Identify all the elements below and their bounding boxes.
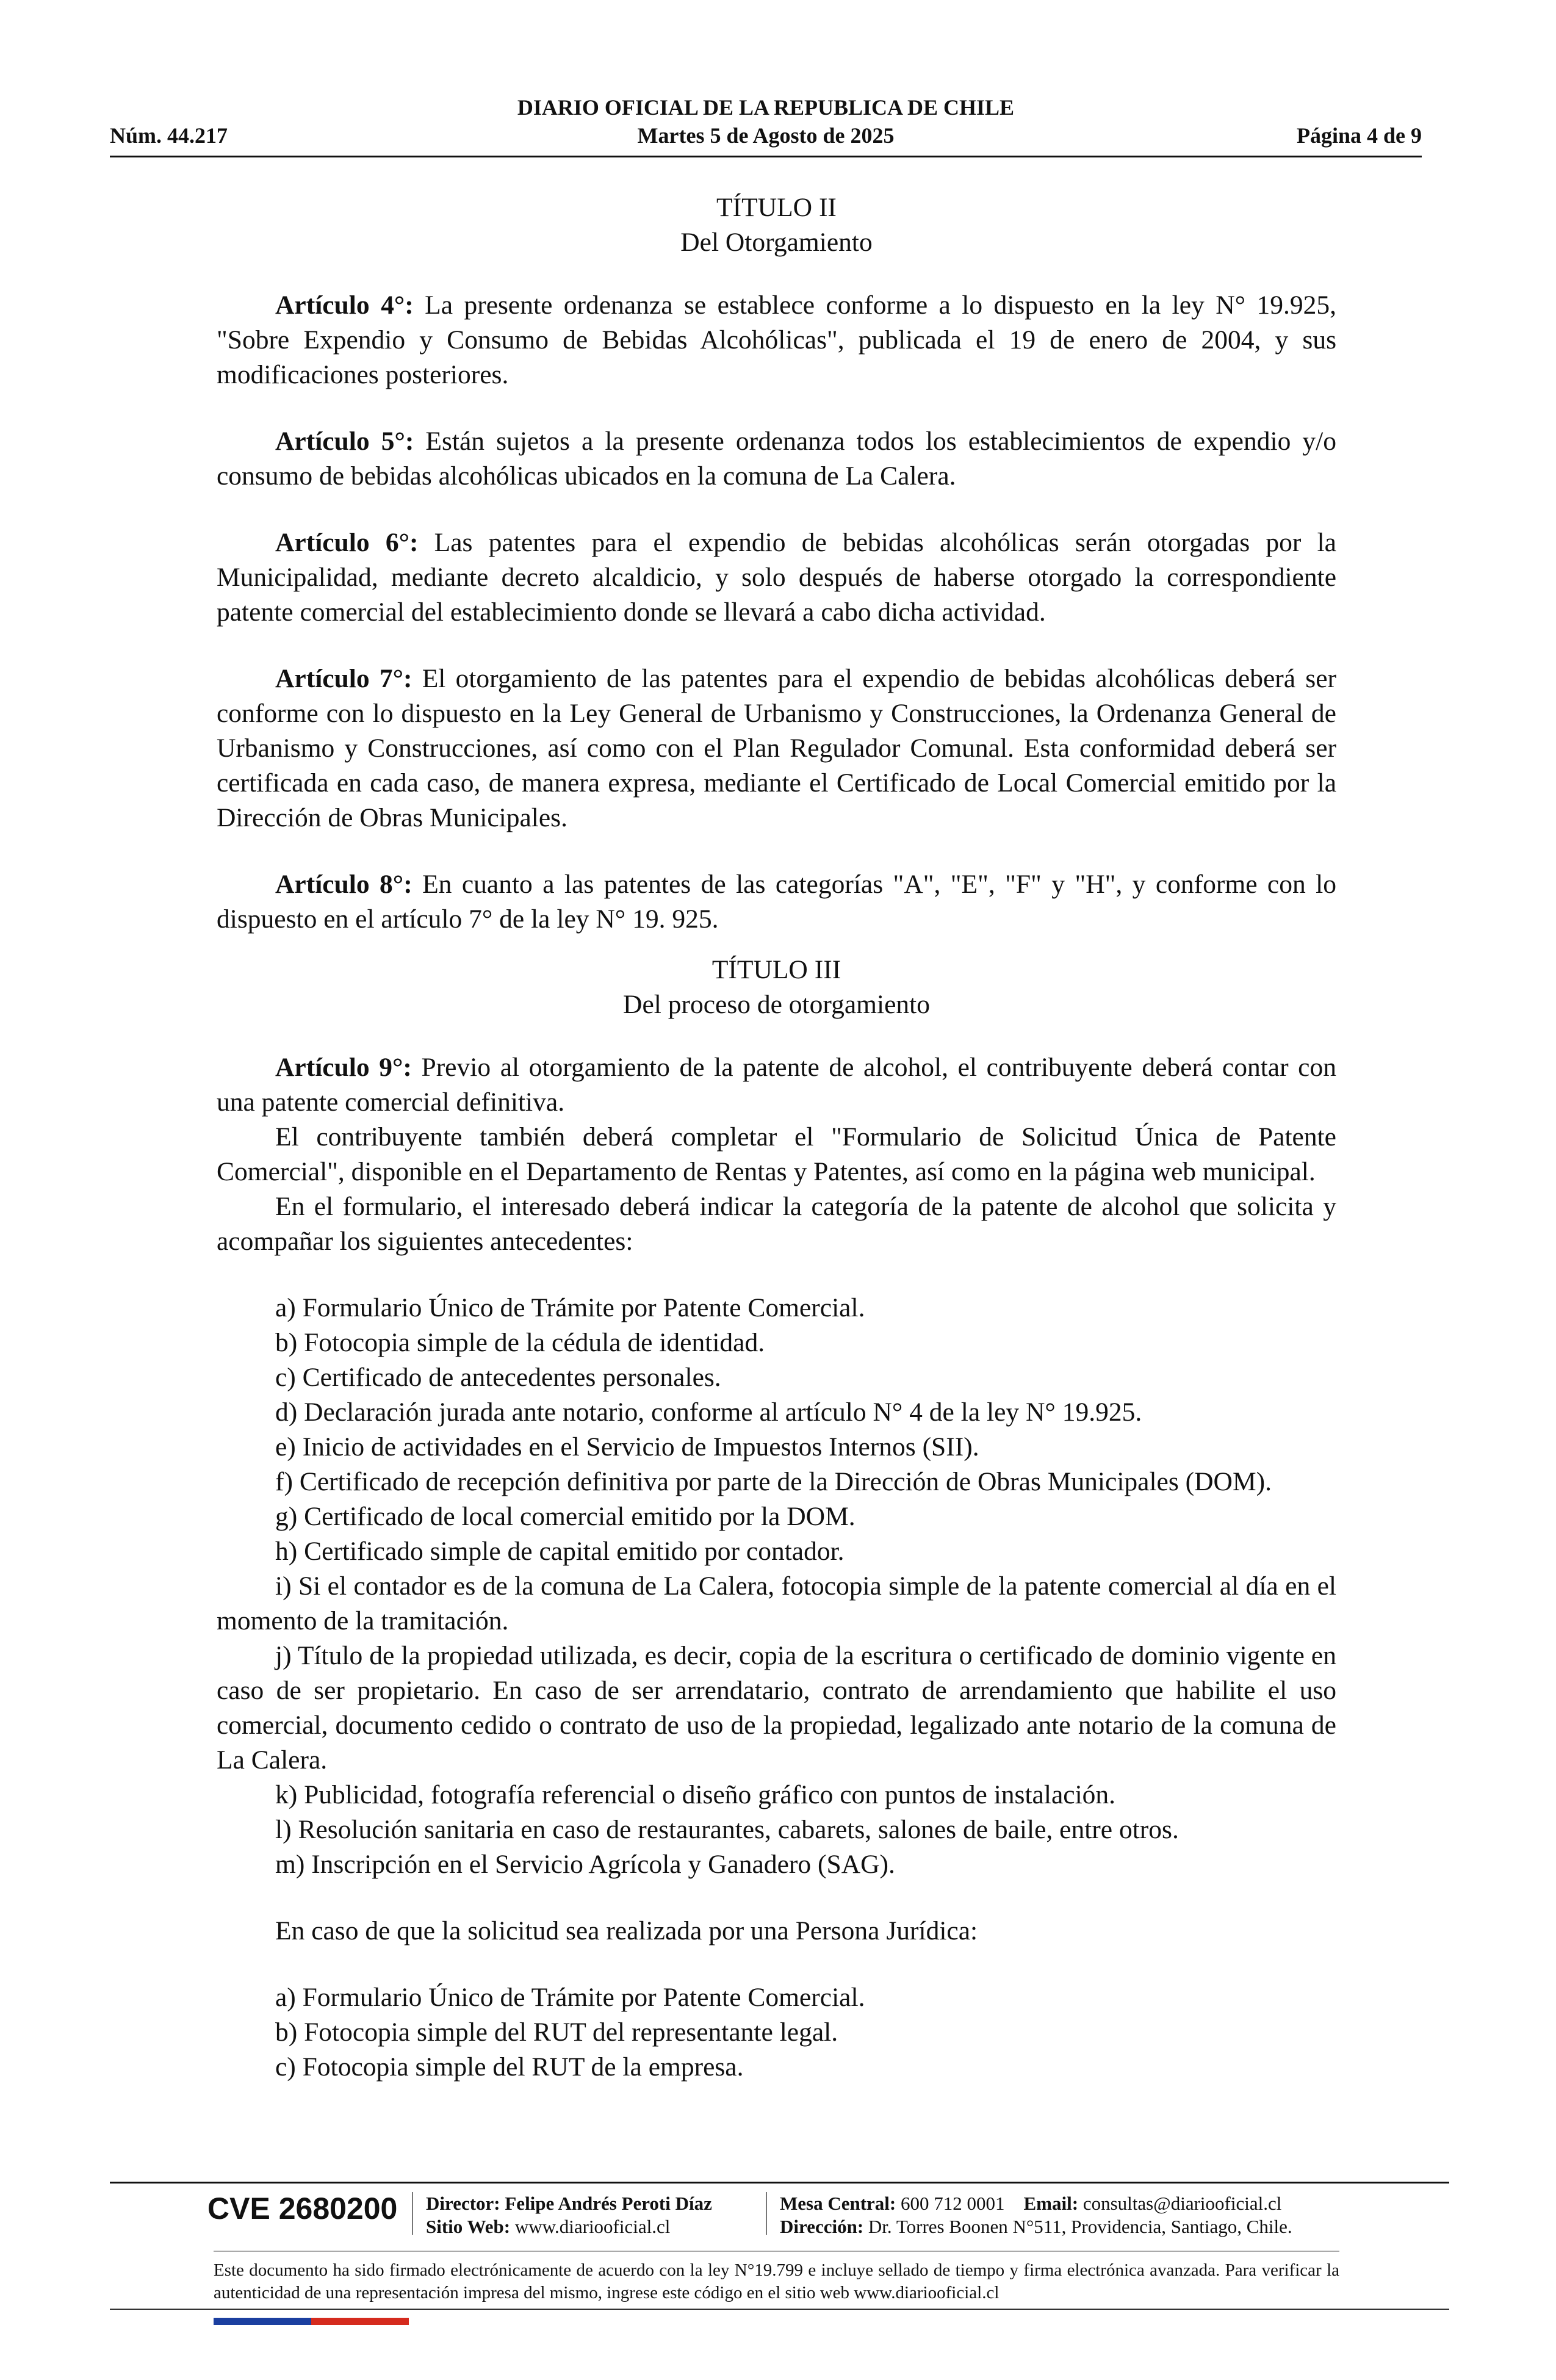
header-divider xyxy=(110,156,1422,157)
publication-title: DIARIO OFICIAL DE LA REPUBLICA DE CHILE xyxy=(517,95,1015,120)
article-9 xyxy=(217,1050,1336,1120)
article-4 xyxy=(217,288,1336,392)
article-7-text: El otorgamiento de las patentes para el expendio de bebidas alcohólicas deberá ser conforme con lo dispuesto en la Ley General de Urbanismo y Construcciones, la Ordenanza General de Urbanismo y Construcciones, así como con el Plan Regulador Comunal. Esta conformidad deberá ser certificada en cada caso, de manera expresa, mediante el Certificado de Local Comercial emitido por la Dirección de Obras Municipales. xyxy=(217,664,1336,832)
flag-stripe-blue xyxy=(214,2318,311,2325)
article-9-label: Artículo 9°: xyxy=(275,1053,412,1082)
flag-stripe-red xyxy=(311,2318,409,2325)
article-4-label: Artículo 4°: xyxy=(275,290,414,320)
legal-notice: Este documento ha sido firmado electrónicamente de acuerdo con la ley N°19.799 e incluye sellado de tiempo y firma electrónica avanzada. Para verificar la autenticidad de una representación impresa del mismo, ingrese este código en el sitio web www.diariooficial.cl xyxy=(214,2260,1339,2302)
list-item: e) Inicio de actividades en el Servicio de Impuestos Internos (SII). xyxy=(275,1432,979,1462)
list-item: b) Fotocopia simple del RUT del representante legal. xyxy=(275,2018,838,2047)
list-item: c) Fotocopia simple del RUT de la empresa. xyxy=(275,2052,744,2082)
article-5 xyxy=(217,424,1336,494)
article-9-paragraph-2: El contribuyente también deberá completar el "Formulario de Solicitud Única de Patente Comercial", disponible en el Departamento de Rentas y Patentes, así como en la página web municipal. xyxy=(217,1122,1336,1186)
email-label: Email: xyxy=(1023,2193,1079,2214)
article-8 xyxy=(217,867,1336,937)
list-item: c) Certificado de antecedentes personales. xyxy=(275,1363,721,1392)
article-8-label: Artículo 8°: xyxy=(275,870,412,899)
issue-date: Martes 5 de Agosto de 2025 xyxy=(637,123,895,148)
article-5-label: Artículo 5°: xyxy=(275,427,414,456)
list-item: a) Formulario Único de Trámite por Patente Comercial. xyxy=(275,1983,865,2012)
article-8-text: En cuanto a las patentes de las categorías "A", "E", "F" y "H", y conforme con lo dispuesto en el artículo 7° de la ley N° 19. 925. xyxy=(217,870,1336,934)
list-item: j) Título de la propiedad utilizada, es decir, copia de la escritura o certificado de dominio vigente en caso de ser propietario. En caso de ser arrendatario, contrato de arrendamiento que habilite el uso comercial, documento cedido o contrato de uso de la propiedad, legalizado ante notario de la comuna de La Calera. xyxy=(217,1641,1336,1775)
page-header xyxy=(110,95,1422,162)
article-9-text: Previo al otorgamiento de la patente de alcohol, el contribuyente deberá contar con una patente comercial definitiva. xyxy=(217,1053,1336,1117)
address-text: Dr. Torres Boonen N°511, Providencia, Santiago, Chile. xyxy=(863,2216,1292,2237)
footer-thin-divider xyxy=(214,2251,1339,2252)
list-item: d) Declaración jurada ante notario, conforme al artículo N° 4 de la ley N° 19.925. xyxy=(275,1397,1142,1427)
article-4-text: La presente ordenanza se establece conforme a lo dispuesto en la ley N° 19.925, "Sobre Expendio y Consumo de Bebidas Alcohólicas", publicada el 19 de enero de 2004, y sus modificaciones posteriores. xyxy=(217,290,1336,389)
list-item: h) Certificado simple de capital emitido por contador. xyxy=(275,1537,845,1566)
title-ii-heading: TÍTULO II xyxy=(716,193,837,222)
article-5-text: Están sujetos a la presente ordenanza todos los establecimientos de expendio y/o consumo de bebidas alcohólicas ubicados en la comuna de La Calera. xyxy=(217,427,1336,491)
list-item: a) Formulario Único de Trámite por Patente Comercial. xyxy=(275,1293,865,1322)
footer-divider xyxy=(110,2182,1449,2183)
article-9-paragraph-3: En el formulario, el interesado deberá indicar la categoría de la patente de alcohol que solicita y acompañar los siguientes antecedentes: xyxy=(217,1192,1336,1256)
article-7-label: Artículo 7°: xyxy=(275,664,412,693)
website-label: Sitio Web: xyxy=(426,2216,511,2237)
article-7 xyxy=(217,662,1336,835)
footer-director-block xyxy=(426,2192,712,2238)
footer-separator xyxy=(412,2192,413,2235)
list-item: i) Si el contador es de la comuna de La Calera, fotocopia simple de la patente comercial al día en el momento de la tramitación. xyxy=(217,1571,1336,1635)
article-6-text: Las patentes para el expendio de bebidas alcohólicas serán otorgadas por la Municipalidad, mediante decreto alcaldicio, y solo después de haberse otorgado la correspondiente patente comercial del establecimiento donde se llevará a cabo dicha actividad. xyxy=(217,528,1336,627)
website-link[interactable]: www.diariooficial.cl xyxy=(510,2216,671,2237)
list-item: b) Fotocopia simple de la cédula de identidad. xyxy=(275,1328,765,1357)
article-6-label: Artículo 6°: xyxy=(275,528,419,557)
title-ii-subheading: Del Otorgamiento xyxy=(680,228,873,257)
footer-separator xyxy=(766,2192,767,2235)
title-iii-subheading: Del proceso de otorgamiento xyxy=(623,990,930,1019)
issue-number: Núm. 44.217 xyxy=(110,123,228,148)
mesa-label: Mesa Central: xyxy=(780,2193,896,2214)
document-body xyxy=(217,190,1336,2085)
director-name: Felipe Andrés Peroti Díaz xyxy=(500,2193,712,2214)
juridica-intro: En caso de que la solicitud sea realizada por una Persona Jurídica: xyxy=(275,1916,978,1945)
list-item: m) Inscripción en el Servicio Agrícola y Ganadero (SAG). xyxy=(275,1850,895,1879)
director-label: Director: xyxy=(426,2193,500,2214)
footer-bottom-divider xyxy=(110,2309,1449,2310)
page-number: Página 4 de 9 xyxy=(1296,123,1422,148)
title-iii-heading: TÍTULO III xyxy=(711,955,841,984)
list-item: k) Publicidad, fotografía referencial o diseño gráfico con puntos de instalación. xyxy=(275,1780,1116,1809)
mesa-phone: 600 712 0001 xyxy=(896,2193,1005,2214)
list-item: g) Certificado de local comercial emitido por la DOM. xyxy=(275,1502,855,1531)
cve-code: CVE 2680200 xyxy=(207,2191,398,2226)
address-label: Dirección: xyxy=(780,2216,864,2237)
footer-contact-block xyxy=(780,2192,1292,2238)
article-6 xyxy=(217,525,1336,630)
list-item: f) Certificado de recepción definitiva por parte de la Dirección de Obras Municipales (DOM). xyxy=(275,1467,1272,1496)
email-link[interactable]: consultas@diariooficial.cl xyxy=(1078,2193,1282,2214)
list-item: l) Resolución sanitaria en caso de restaurantes, cabarets, salones de baile, entre otros. xyxy=(275,1815,1179,1844)
